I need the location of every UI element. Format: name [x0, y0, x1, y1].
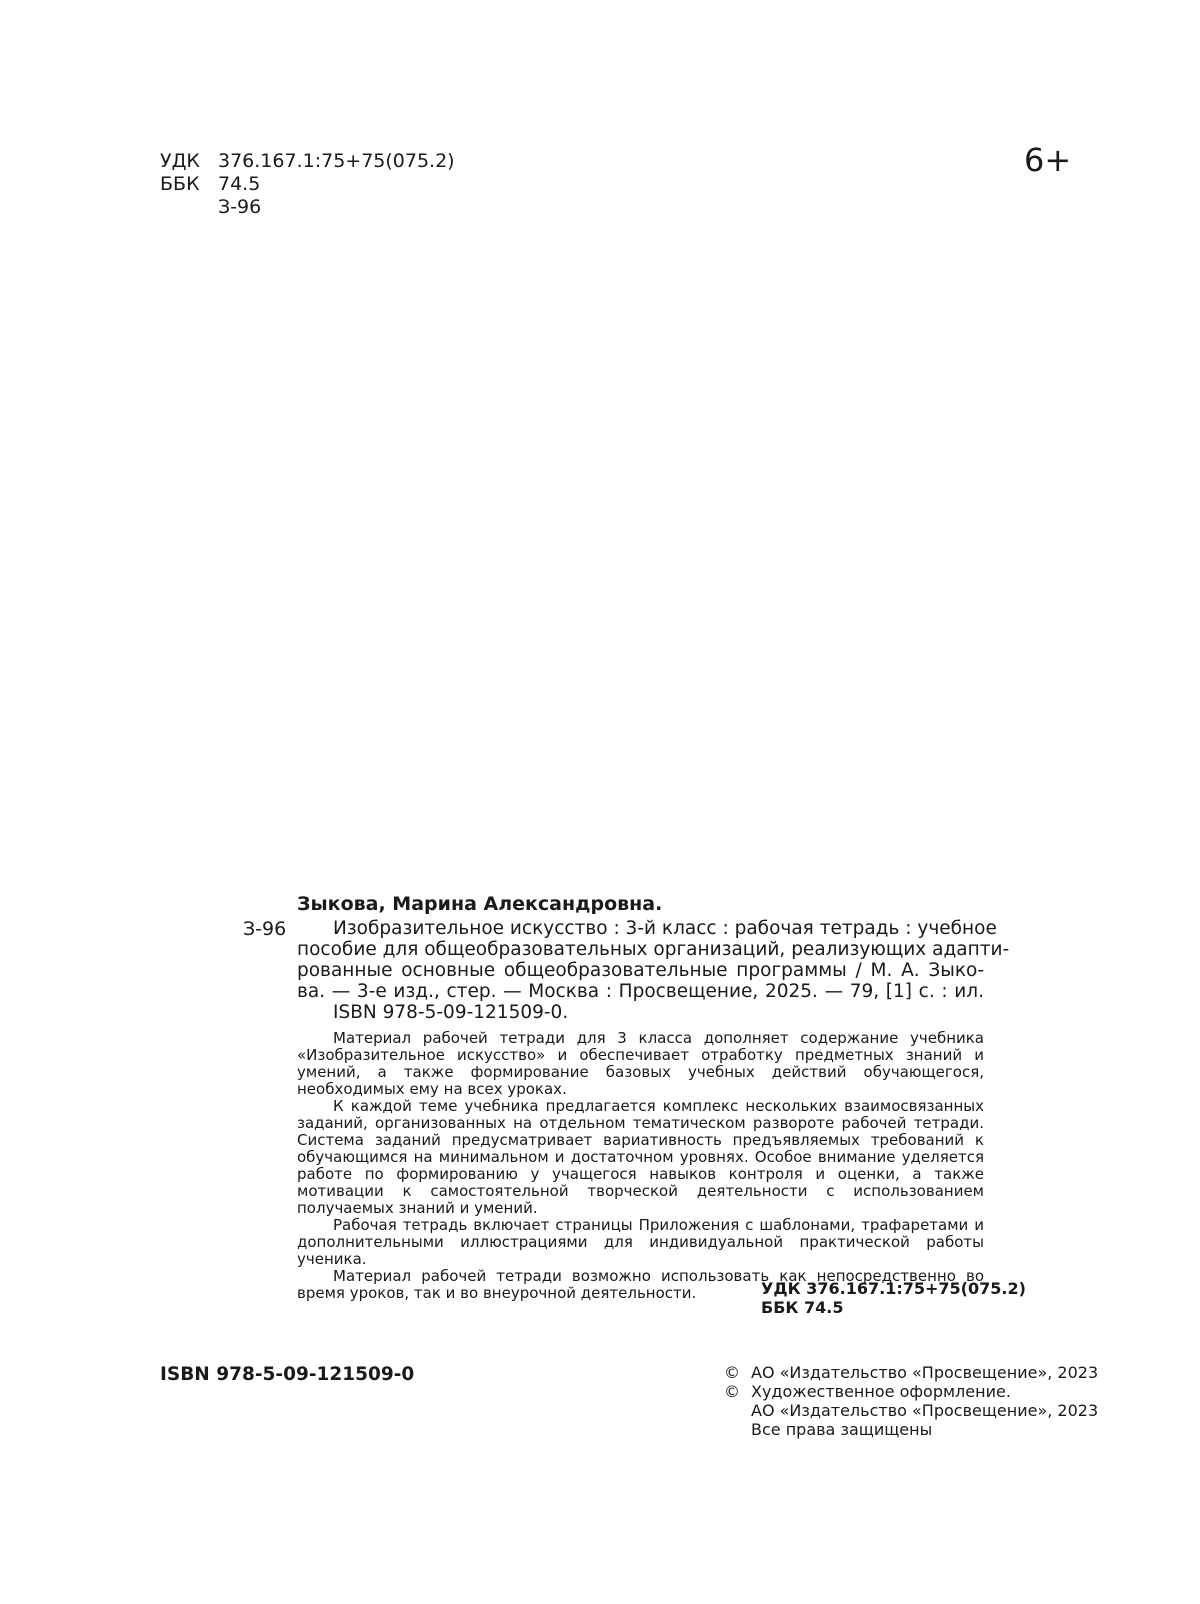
abstract	[297, 1030, 984, 1302]
copyright-block	[724, 1363, 1098, 1439]
udk-label: УДК	[160, 150, 200, 172]
bbk-value: 74.5	[218, 173, 261, 195]
copyright-row	[724, 1363, 1098, 1382]
biblio-line: ва. — 3-е изд., стер. — Москва : Просвещение, 2025. — 79, [1] с. : ил.	[297, 981, 984, 1002]
biblio-line: пособие для общеобразовательных организаций, реализующих адапти-	[297, 939, 1010, 960]
biblio-line: Изобразительное искусство : 3-й класс : рабочая тетрадь : учебное	[333, 918, 997, 939]
abstract-paragraph: Материал рабочей тетради для 3 класса дополняет содержание учебника «Изобразительное искусство» и обеспечивает отработку предметных знаний и умений, а также формирование базовых учебных действий обучающегося, необходимых ему на всех уроках.	[297, 1029, 984, 1098]
author-heading: Зыкова, Марина Александровна.	[297, 893, 663, 915]
copyright-row	[724, 1401, 1098, 1420]
abstract-paragraph: К каждой теме учебника предлагается комплекс нескольких взаимосвязанных заданий, организованных на отдельном тематическом развороте рабочей тетради. Система заданий предусматривает вариативность предъявляемых требований к обучающимся на минимальном и достаточном уровнях. Особое внимание уделяется работе по формированию у учащегося навыков контроля и оценки, а также мотивации к самостоятельной творческой деятельности с использованием получаемых знаний и умений.	[297, 1097, 984, 1217]
bottom-bbk: ББК 74.5	[761, 1298, 844, 1317]
top-classification	[160, 150, 455, 219]
biblio-line: рованные основные общеобразовательные программы / М. А. Зыко-	[297, 960, 984, 981]
bottom-udk: УДК 376.167.1:75+75(075.2)	[761, 1279, 1026, 1298]
copyright-line: АО «Издательство «Просвещение», 2023	[751, 1401, 1099, 1420]
copyright-symbol: ©	[724, 1363, 740, 1382]
isbn-footer: ISBN 978-5-09-121509-0	[160, 1364, 415, 1385]
udk-row	[160, 150, 455, 173]
author-sign: З-96	[218, 196, 262, 218]
copyright-line: АО «Издательство «Просвещение», 2023	[751, 1363, 1099, 1382]
biblio-isbn: ISBN 978-5-09-121509-0.	[333, 1002, 569, 1023]
author-sign-row	[160, 196, 455, 219]
age-rating: 6+	[1024, 141, 1072, 179]
bibliographic-description	[297, 918, 1010, 1023]
abstract-paragraph: Материал рабочей тетради возможно использовать как непосредственно во время уроков, так и во внеурочной деятельности.	[297, 1267, 984, 1302]
entry-author-sign: З-96	[243, 918, 287, 940]
bbk-row	[160, 173, 455, 196]
udk-value: 376.167.1:75+75(075.2)	[218, 150, 455, 172]
abstract-paragraph: Рабочая тетрадь включает страницы Приложения с шаблонами, трафаретами и дополнительными иллюстрациями для индивидуальной практической работы ученика.	[297, 1216, 984, 1268]
bbk-label: ББК	[160, 173, 200, 195]
copyright-row	[724, 1382, 1098, 1401]
copyright-row	[724, 1420, 1098, 1439]
bottom-classification	[761, 1279, 1026, 1317]
copyright-line: Художественное оформление.	[751, 1382, 1011, 1401]
rights-reserved: Все права защищены	[751, 1420, 933, 1439]
copyright-symbol: ©	[724, 1382, 740, 1401]
